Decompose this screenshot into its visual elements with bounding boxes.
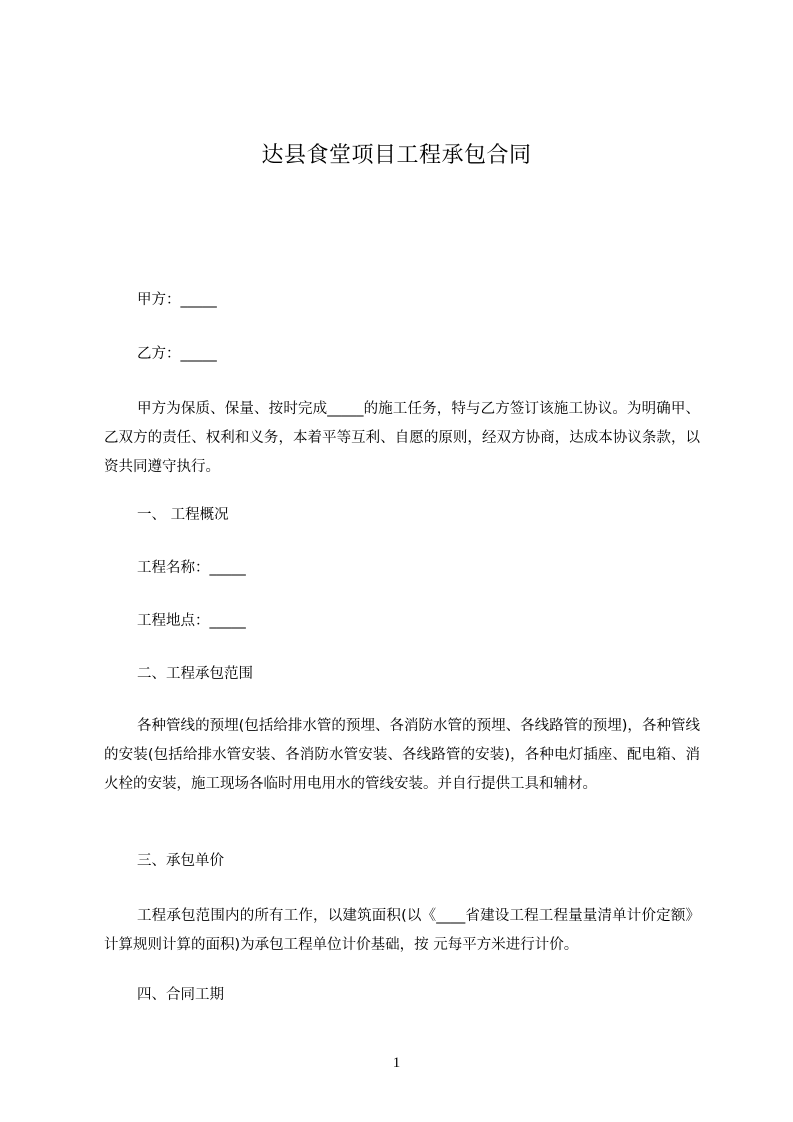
section-heading-unit-price: 三、承包单价	[137, 853, 224, 869]
section-heading-overview: 一、 工程概况	[137, 507, 229, 523]
unit-price-paragraph: 工程承包范围内的所有工作，以建筑面积(以《____省建设工程工程量量清单计价定额》计算规则计算的面积)为承包工程单位计价基础，按 元每平方米进行计价。	[104, 908, 700, 953]
scope-paragraph: 各种管线的预埋(包括给排水管的预埋、各消防水管的预埋、各线路管的预埋)，各种管线的安装(包括给排水管安装、各消防水管安装、各线路管的安装)，各种电灯插座、配电箱、消火栓的安装，施工现场各临时用电用水的管线安装。并自行提供工具和辅材。	[104, 718, 700, 792]
intro-paragraph: 甲方为保质、保量、按时完成_____的施工任务，特与乙方签订该施工协议。为明确甲、乙双方的责任、权利和义务，本着平等互利、自愿的原则，经双方协商，达成本协议条款，以资共同遵守执行。	[104, 401, 700, 475]
party-a-line: 甲方：_____	[137, 292, 217, 308]
section-heading-duration: 四、合同工期	[137, 987, 224, 1003]
project-name-line: 工程名称：_____	[137, 560, 246, 576]
project-location-line: 工程地点：_____	[137, 613, 246, 629]
document-title: 达县食堂项目工程承包合同	[261, 143, 532, 168]
party-b-line: 乙方：_____	[137, 346, 217, 362]
section-heading-scope: 二、工程承包范围	[137, 666, 253, 682]
page-number: 1	[392, 1055, 401, 1071]
